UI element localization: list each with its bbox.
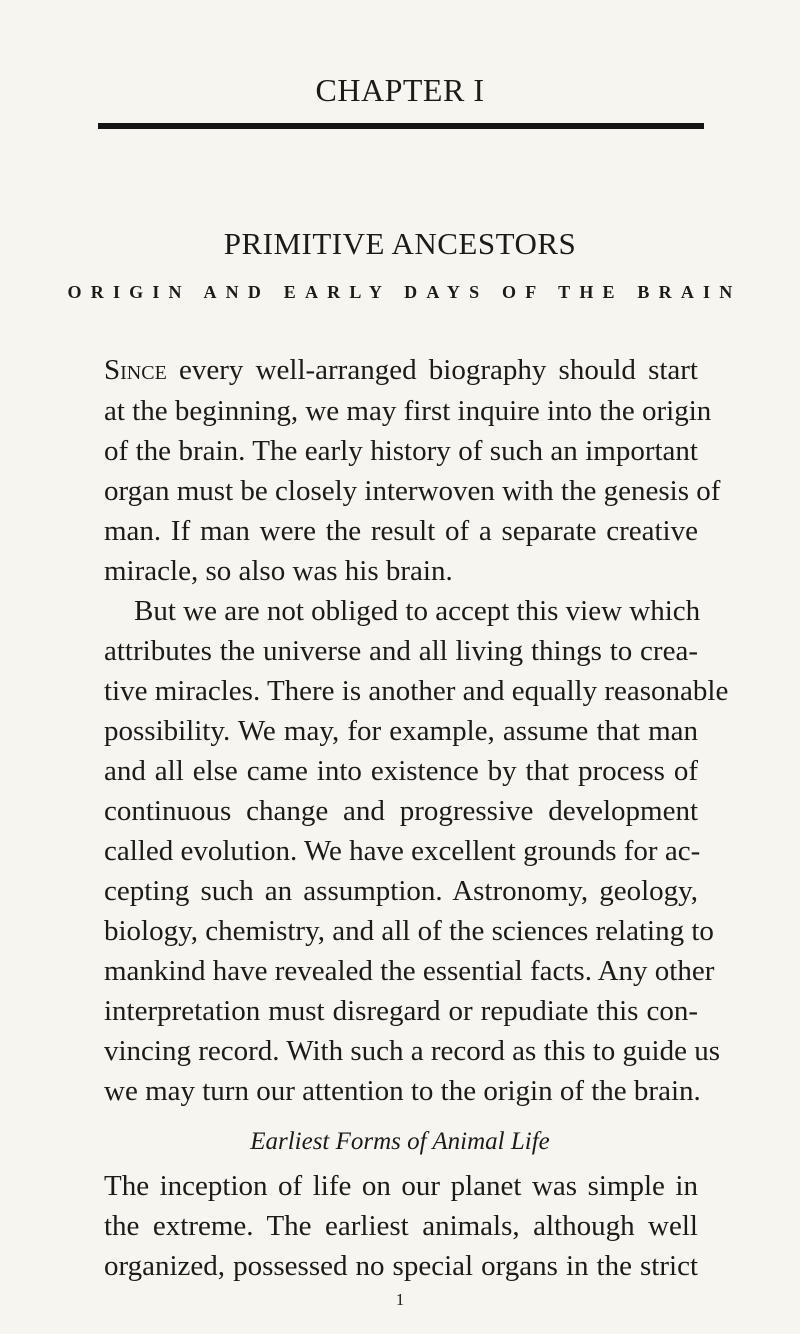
text-line: of the brain. The early history of such an important — [104, 435, 698, 467]
opening-word: Since — [104, 354, 167, 386]
text-line: the extreme. The earliest animals, although well — [104, 1210, 698, 1242]
text-line — [104, 350, 698, 390]
text-line: interpretation must disregard or repudiate this con- — [104, 995, 698, 1027]
text-line: cepting such an assumption. Astronomy, geology, — [104, 875, 698, 907]
text-line: possibility. We may, for example, assume that man — [104, 715, 698, 747]
text-line: man. If man were the result of a separate creative — [104, 515, 698, 547]
chapter-subtitle: ORIGIN AND EARLY DAYS OF THE BRAIN — [67, 282, 742, 302]
text-line: tive miracles. There is another and equally reasonable — [104, 675, 729, 707]
chapter-heading: CHAPTER I — [315, 72, 485, 108]
section-heading: Earliest Forms of Animal Life — [250, 1128, 550, 1155]
text-line: at the beginning, we may first inquire into the origin — [104, 395, 712, 427]
text-line: continuous change and progressive development — [104, 795, 698, 827]
text-line: biology, chemistry, and all of the sciences relating to — [104, 915, 714, 947]
text-line: mankind have revealed the essential facts. Any other — [104, 955, 715, 987]
text-line: organ must be closely interwoven with the genesis of — [104, 475, 721, 507]
chapter-rule — [98, 123, 704, 129]
text-line: organized, possessed no special organs in the strict — [104, 1250, 698, 1282]
opening-line-rest: every well-arranged biography should start — [166, 354, 698, 386]
text-line: and all else came into existence by that process of — [104, 755, 698, 787]
text-line: But we are not obliged to accept this view which — [134, 595, 701, 627]
text-line: attributes the universe and all living things to crea- — [104, 635, 698, 667]
text-line: miracle, so also was his brain. — [104, 555, 453, 587]
page-number: 1 — [395, 1290, 405, 1309]
text-line: vincing record. With such a record as this to guide us — [104, 1035, 721, 1067]
text-line: we may turn our attention to the origin of the brain. — [104, 1075, 701, 1107]
chapter-title: PRIMITIVE ANCESTORS — [223, 226, 577, 261]
text-line: The inception of life on our planet was simple in — [104, 1170, 698, 1202]
text-line: called evolution. We have excellent grounds for ac- — [104, 835, 701, 867]
